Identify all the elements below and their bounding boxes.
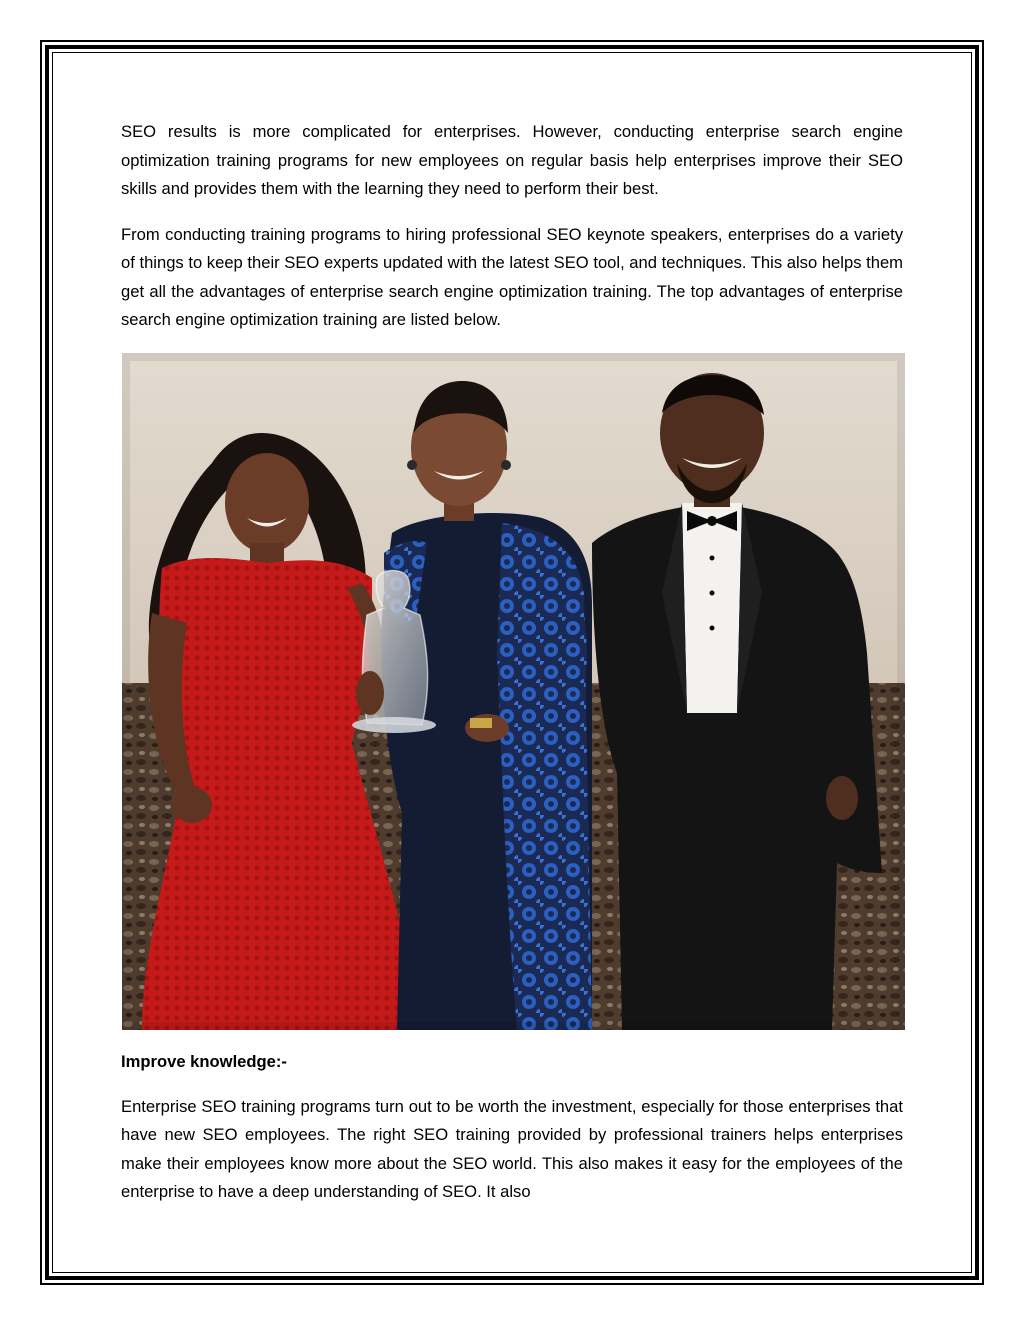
section-paragraph: Enterprise SEO training programs turn out to be worth the investment, especially for those enterprises that have new SEO employees. The right SEO training provided by professional trainers helps enterprises make their employees know more about the SEO world. This also makes it easy for the employees of the enterprise to have a deep understanding of SEO. It also (121, 1096, 903, 1201)
intro-paragraph: SEO results is more complicated for enterprises. However, conducting enterprise search engine optimization training programs for new employees on regular basis help enterprises improve their SEO skills and provides them with the learning they need to perform their best. (121, 122, 903, 198)
award-photo (122, 353, 905, 1030)
section-heading: Improve knowledge:- (121, 1051, 287, 1071)
advantages-paragraph: From conducting training programs to hiring professional SEO keynote speakers, enterprises do a variety of things to keep their SEO experts updated with the latest SEO tool, and techniques. This also helps them get all the advantages of enterprise search engine optimization training. The top advantages of enterprise search engine optimization training are listed below. (121, 224, 903, 329)
document-body (121, 118, 903, 1207)
